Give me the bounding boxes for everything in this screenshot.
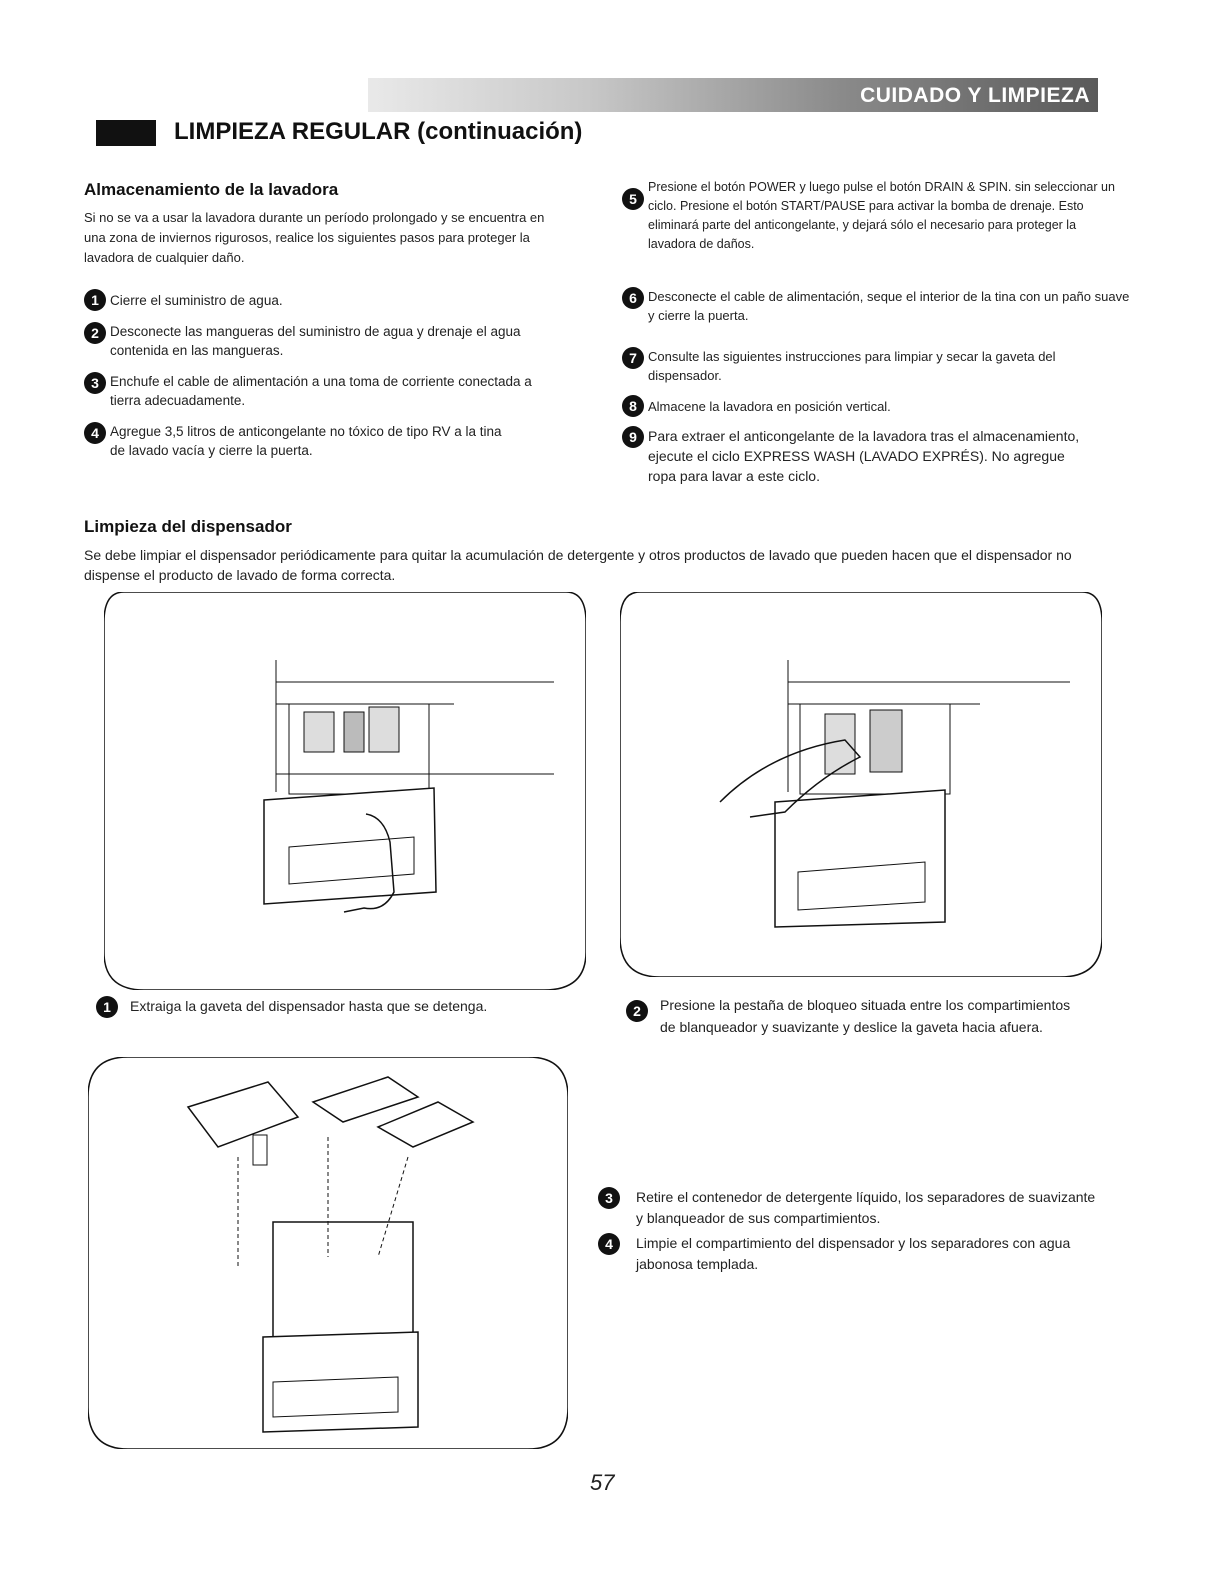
dispenser-parts-illustration	[88, 1057, 568, 1449]
step-text: Limpie el compartimiento del dispensador y los separadores con agua jabonosa templada.	[636, 1235, 1071, 1272]
dispenser-step-4	[598, 1233, 1098, 1275]
storage-step-2	[84, 322, 554, 360]
step-number-badge: 7	[622, 347, 644, 369]
storage-step-1	[84, 289, 554, 311]
lock-tab-illustration	[620, 592, 1102, 977]
step-number-badge: 4	[84, 422, 106, 444]
step-text: Para extraer el anticongelante de la lavadora tras el almacenamiento, ejecute el ciclo EXPRESS WASH (LAVADO EXPRÉS). No agregue ropa para lavar a este ciclo.	[648, 428, 1080, 484]
step-text: Presione la pestaña de bloqueo situada entre los compartimientos de blanqueador y suavizante y deslice la gaveta hacia afuera.	[660, 997, 1071, 1035]
step-number-badge: 1	[96, 996, 118, 1018]
dispenser-step-3	[598, 1187, 1098, 1229]
section-header-label: CUIDADO Y LIMPIEZA	[860, 84, 1090, 107]
step-number-badge: 2	[84, 322, 106, 344]
step-text: Desconecte el cable de alimentación, seque el interior de la tina con un paño suave y cierre la puerta.	[648, 289, 1130, 323]
dispenser-heading: Limpieza del dispensador	[84, 517, 292, 536]
page-title: LIMPIEZA REGULAR (continuación)	[174, 118, 583, 145]
step-text: Cierre el suministro de agua.	[110, 293, 283, 308]
step-text: Presione el botón POWER y luego pulse el botón DRAIN & SPIN. sin seleccionar un ciclo. Presione el botón START/PAUSE para activar la bomba de drenaje. Esto eliminará parte del anticongelante, y dejará sólo el necesario para proteger la lavadora de daños.	[648, 180, 1115, 251]
step-number-badge: 5	[622, 188, 644, 210]
step-number-badge: 8	[622, 395, 644, 417]
step-text: Consulte las siguientes instrucciones para limpiar y secar la gaveta del dispensador.	[648, 349, 1056, 383]
dispenser-step-2	[626, 994, 1086, 1038]
dispenser-intro: Se debe limpiar el dispensador periódicamente para quitar la acumulación de detergente y otros productos de lavado que pueden hacen que el dispensador no dispense el producto de lavado de forma correcta.	[84, 547, 1072, 583]
storage-step-3	[84, 372, 554, 410]
drawer-pull-illustration	[104, 592, 586, 990]
dispenser-step-1	[96, 996, 576, 1018]
storage-step-7	[622, 347, 1102, 385]
storage-step-9	[622, 426, 1092, 486]
step-number-badge: 6	[622, 287, 644, 309]
title-marker-block	[96, 120, 156, 146]
step-number-badge: 3	[84, 372, 106, 394]
step-text: Retire el contenedor de detergente líquido, los separadores de suavizante y blanqueador de sus compartimientos.	[636, 1189, 1096, 1226]
storage-intro: Si no se va a usar la lavadora durante un período prolongado y se encuentra en una zona de inviernos rigurosos, realice los siguientes pasos para proteger la lavadora de cualquier daño.	[84, 210, 545, 265]
storage-step-4	[84, 422, 504, 460]
step-text: Desconecte las mangueras del suministro de agua y drenaje el agua contenida en las mangueras.	[110, 324, 521, 358]
storage-heading: Almacenamiento de la lavadora	[84, 180, 339, 199]
step-text: Agregue 3,5 litros de anticongelante no tóxico de tipo RV a la tina de lavado vacía y cierre la puerta.	[110, 424, 502, 458]
storage-step-8	[622, 395, 1102, 417]
step-number-badge: 1	[84, 289, 106, 311]
step-text: Almacene la lavadora en posición vertical.	[648, 399, 891, 414]
step-number-badge: 4	[598, 1233, 620, 1255]
step-text: Extraiga la gaveta del dispensador hasta que se detenga.	[130, 998, 488, 1014]
storage-step-6	[622, 287, 1132, 325]
step-number-badge: 3	[598, 1187, 620, 1209]
step-text: Enchufe el cable de alimentación a una toma de corriente conectada a tierra adecuadamente.	[110, 374, 532, 408]
page-number: 57	[590, 1470, 615, 1495]
step-number-badge: 9	[622, 426, 644, 448]
step-number-badge: 2	[626, 1000, 648, 1022]
storage-step-5	[622, 178, 1122, 254]
